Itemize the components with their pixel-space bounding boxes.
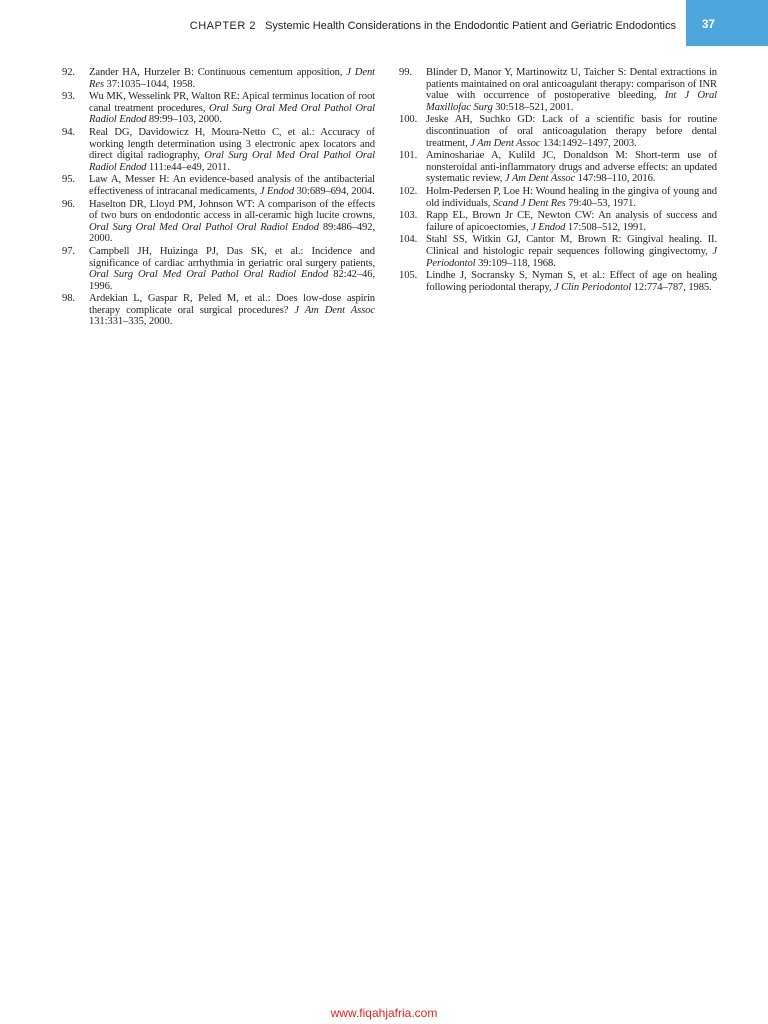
reference-item xyxy=(399,114,717,149)
reference-journal: J Am Dent Assoc xyxy=(504,173,576,185)
reference-number: 92. xyxy=(62,67,75,78)
reference-citation: Lindhe J, Socransky S, Nyman S, et al.: Effect of age on healing following periodontal therapy, xyxy=(426,270,717,293)
reference-item xyxy=(399,270,717,293)
reference-citation: Law A, Messer H: An evidence-based analysis of the antibacterial effectiveness of intracanal medicaments, xyxy=(89,174,375,197)
running-head xyxy=(190,20,676,32)
reference-item xyxy=(62,91,375,126)
reference-number: 103. xyxy=(399,210,418,222)
reference-citation: Blinder D, Manor Y, Martinowitz U, Taicher S: Dental extractions in patients maintained on oral anticoagulant therapy: comparison of INR value with occurrence of postoperative bleeding, xyxy=(426,67,717,102)
reference-number: 102. xyxy=(399,185,418,197)
reference-journal: J Clin Periodontol xyxy=(554,281,632,293)
reference-citation: Haselton DR, Lloyd PM, Johnson WT: A comparison of the effects of two burs on endodontic access in all-ceramic high lucite crowns, xyxy=(89,198,375,222)
reference-citation: Zander HA, Hurzeler B: Continuous cementum apposition, xyxy=(89,67,347,78)
reference-item xyxy=(62,174,375,197)
reference-volume-pages: 37:1035–1044, 1958. xyxy=(104,78,195,90)
reference-citation: Campbell JH, Huizinga PJ, Das SK, et al.: Incidence and significance of cardiac arrhythmia in geriatric oral surgery patients, xyxy=(89,245,375,269)
reference-journal: Scand J Dent Res xyxy=(492,197,566,209)
reference-citation: Holm-Pedersen P, Loe H: Wound healing in the gingiva of young and old individuals, xyxy=(426,185,717,209)
reference-item xyxy=(62,293,375,328)
reference-volume-pages: 30:689–694, 2004. xyxy=(294,185,375,197)
reference-volume-pages: 131:331–335, 2000. xyxy=(89,316,173,328)
reference-number: 96. xyxy=(62,198,75,210)
reference-item xyxy=(399,186,717,209)
page-number: 37 xyxy=(702,19,715,31)
reference-volume-pages: 134:1492–1497, 2003. xyxy=(540,137,637,149)
page-number-tab xyxy=(686,0,768,46)
reference-volume-pages: 12:774–787, 1985. xyxy=(631,281,712,293)
reference-number: 105. xyxy=(399,270,418,282)
reference-item xyxy=(399,234,717,269)
reference-journal: Oral Surg Oral Med Oral Pathol Oral Radiol Endod xyxy=(89,102,375,126)
reference-volume-pages: 79:40–53, 1971. xyxy=(565,197,636,209)
reference-journal: J Endod xyxy=(259,185,295,197)
reference-citation: Ardekian L, Gaspar R, Peled M, et al.: Does low-dose aspirin therapy complicate oral surgical procedures? xyxy=(89,293,375,316)
reference-number: 98. xyxy=(62,293,75,305)
reference-item xyxy=(62,67,375,90)
reference-volume-pages: 30:518–521, 2001. xyxy=(492,101,574,113)
reference-volume-pages: 17:508–512, 1991. xyxy=(565,221,646,233)
reference-volume-pages: 39:109–118, 1968. xyxy=(475,257,556,269)
reference-number: 99. xyxy=(399,67,412,78)
reference-citation: Real DG, Davidowicz H, Moura-Netto C, et al.: Accuracy of working length determination using 3 electronic apex locators and direct digital radiography, xyxy=(89,126,375,162)
reference-journal: Oral Surg Oral Med Oral Pathol Oral Radiol Endod xyxy=(89,150,375,173)
reference-journal: J Am Dent Assoc xyxy=(470,137,541,149)
reference-journal: J Am Dent Assoc xyxy=(294,304,376,316)
page-header xyxy=(0,0,768,46)
reference-volume-pages: 147:98–110, 2016. xyxy=(575,173,656,185)
reference-journal: Int J Oral Maxillofac Surg xyxy=(426,90,718,113)
chapter-label: CHAPTER 2 xyxy=(189,20,257,32)
references-left-column xyxy=(62,67,375,329)
reference-item xyxy=(399,210,717,233)
reference-journal: Oral Surg Oral Med Oral Pathol Oral Radiol Endod xyxy=(89,269,329,281)
reference-item xyxy=(399,150,717,185)
reference-number: 93. xyxy=(62,91,75,103)
reference-item xyxy=(62,199,375,245)
reference-citation: Wu MK, Wesselink PR, Walton RE: Apical terminus location of root canal treatment procedures, xyxy=(89,91,375,114)
reference-citation: Rapp EL, Brown Jr CE, Newton CW: An analysis of success and failure of apicoectomies, xyxy=(426,210,717,233)
reference-citation: Aminoshariae A, Kulild JC, Donaldson M: Short-term use of nonsteroidal anti-inflammatory drugs and adverse effects: an updated systematic review, xyxy=(426,150,717,185)
references-right-column xyxy=(399,67,717,294)
reference-item xyxy=(62,127,375,173)
reference-citation: Stahl SS, Witkin GJ, Cantor M, Brown R: Gingival healing. II. Clinical and histologic repair sequences following gingivectomy, xyxy=(426,234,717,257)
reference-citation: Jeske AH, Suchko GD: Lack of a scientific basis for routine discontinuation of oral anticoagulation therapy before dental treatment, xyxy=(426,114,717,149)
reference-item xyxy=(62,246,375,292)
reference-volume-pages: 82:42–46, 1996. xyxy=(89,269,375,292)
reference-volume-pages: 89:486–492, 2000. xyxy=(89,221,375,245)
reference-journal: Oral Surg Oral Med Oral Pathol Oral Radiol Endod xyxy=(89,221,319,233)
reference-journal: J Dent Res xyxy=(89,67,375,90)
reference-item xyxy=(399,67,717,113)
reference-number: 104. xyxy=(399,234,418,246)
footer-website-link[interactable]: www.fiqahjafria.com xyxy=(330,1006,438,1020)
reference-number: 101. xyxy=(399,150,418,162)
reference-volume-pages: 111:e44–e49, 2011. xyxy=(146,161,230,173)
reference-number: 100. xyxy=(399,114,418,126)
reference-journal: J Endod xyxy=(531,221,566,233)
reference-number: 94. xyxy=(62,126,75,138)
reference-number: 95. xyxy=(62,174,75,186)
reference-volume-pages: 89:99–103, 2000. xyxy=(146,114,222,126)
chapter-title: Systemic Health Considerations in the Endodontic Patient and Geriatric Endodontics xyxy=(265,20,676,32)
reference-journal: J Periodontol xyxy=(426,245,717,269)
reference-number: 97. xyxy=(62,245,75,257)
